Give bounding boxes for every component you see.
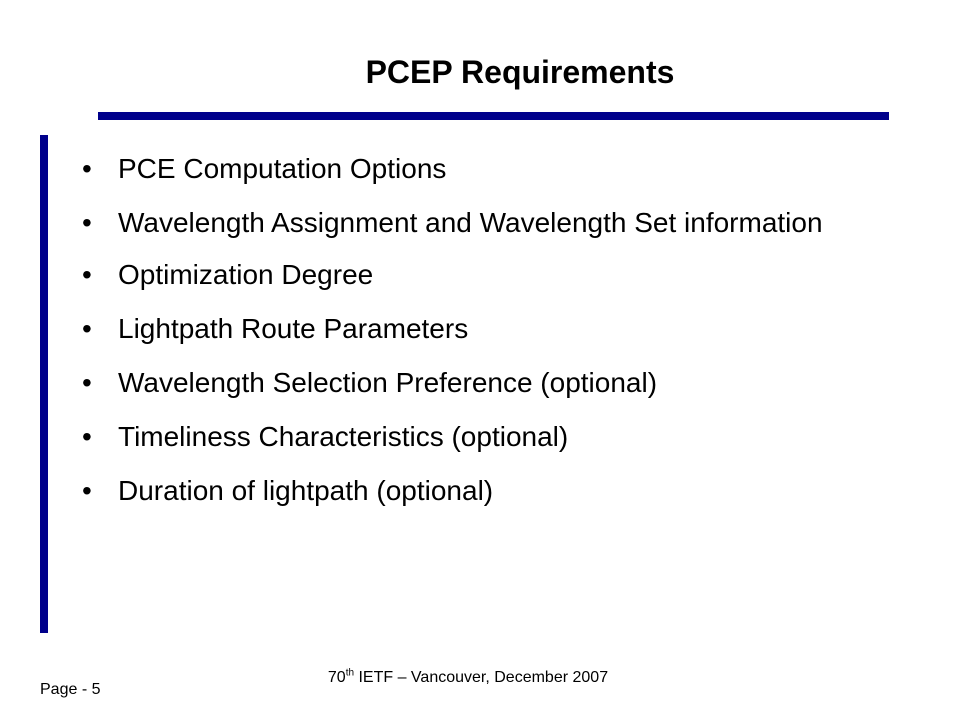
footer-event-ordinal: th: [345, 667, 355, 679]
bullet-text: Wavelength Assignment and Wavelength Set information: [118, 207, 823, 238]
list-item: [82, 256, 862, 294]
bullet-text: PCE Computation Options: [118, 153, 447, 184]
list-item: [82, 472, 862, 510]
bullet-text: Duration of lightpath (optional): [118, 475, 494, 506]
slide-title: PCEP Requirements: [365, 54, 675, 90]
bullet-text: Lightpath Route Parameters: [118, 313, 469, 344]
footer-page-number: Page - 5: [40, 681, 101, 698]
list-item: [82, 310, 862, 348]
bullet-icon: •: [82, 259, 92, 290]
bullet-icon: •: [82, 367, 92, 398]
list-item: [82, 364, 862, 402]
bullet-text: Wavelength Selection Preference (optional): [118, 367, 658, 398]
bullet-icon: •: [82, 475, 92, 506]
list-item: [82, 418, 862, 456]
bullet-icon: •: [82, 421, 92, 452]
list-item: [82, 204, 862, 242]
footer-event-number: 70: [327, 669, 346, 686]
footer-event-text: IETF – Vancouver, December 2007: [354, 669, 609, 686]
bullet-text: Timeliness Characteristics (optional): [118, 421, 569, 452]
bullet-list: [82, 150, 862, 526]
left-accent-rule: [40, 135, 48, 633]
bullet-icon: •: [82, 153, 92, 184]
list-item: [82, 150, 862, 188]
footer-event: [0, 668, 936, 688]
title-underline-rule: [98, 112, 889, 120]
bullet-text: Optimization Degree: [118, 259, 374, 290]
bullet-icon: •: [82, 313, 92, 344]
bullet-icon: •: [82, 207, 92, 238]
